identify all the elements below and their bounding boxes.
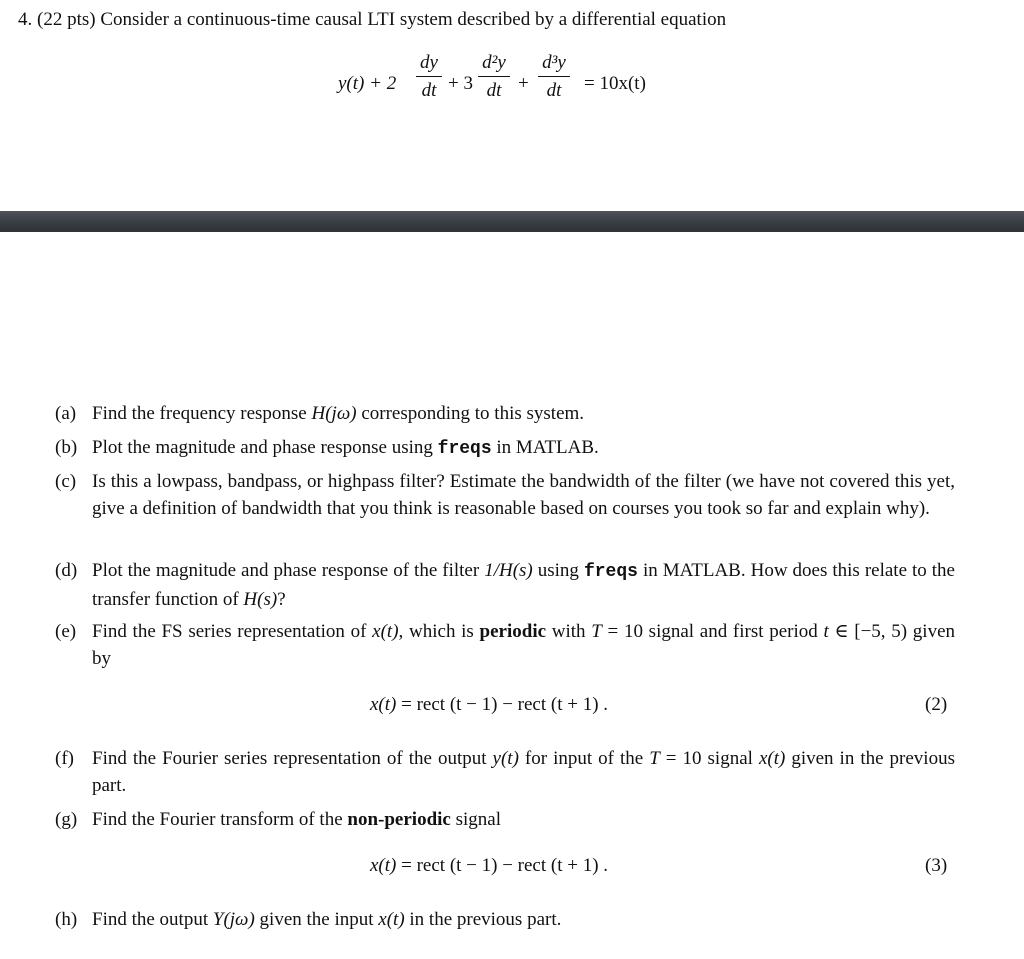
bold-non-periodic: non-periodic [347, 809, 451, 830]
equation-2 [370, 694, 608, 716]
question-header [18, 9, 1008, 31]
part-label: (f) [55, 748, 74, 769]
fraction-d3y-dt [538, 52, 570, 102]
part-text: given by [92, 621, 956, 669]
part-text: in the previous part. [404, 909, 562, 930]
math-x-t: x(t) [758, 748, 786, 769]
math-H-jw: H(jω) [311, 403, 357, 424]
frac2-denominator: dt [486, 80, 502, 101]
math-x-t: x(t) [378, 909, 405, 930]
eq-plus: + [518, 73, 529, 94]
math-inverse-H: 1/H(s) [484, 560, 533, 581]
frac3-numerator: d³y [542, 52, 566, 73]
math-y-t: y(t) [492, 748, 519, 769]
math-T: T [649, 748, 660, 769]
part-f [55, 745, 955, 799]
part-label: (e) [55, 621, 77, 642]
part-text: in MATLAB. How does this relate to the transfer function of [92, 560, 955, 610]
math-Y-jw: Y(jω) [212, 909, 255, 930]
fraction-d2y-dt [478, 52, 510, 102]
part-b [55, 434, 955, 463]
question-points: (22 pts) [37, 9, 96, 30]
eq2-lhs: x(t) [370, 694, 397, 715]
part-text: signal [450, 809, 501, 830]
part-text: corresponding to this system. [356, 403, 585, 424]
part-text: using [532, 560, 584, 581]
part-text: = 10 signal [659, 748, 759, 769]
frac1-denominator: dt [421, 80, 437, 101]
code-freqs: freqs [437, 439, 492, 459]
part-text: given the input [254, 909, 379, 930]
part-g [55, 806, 955, 833]
frac2-numerator: d²y [482, 52, 506, 73]
part-text: Plot the magnitude and phase response of the filter [92, 560, 485, 581]
eq3-lhs: x(t) [370, 855, 397, 876]
part-text: Find the output [92, 909, 213, 930]
part-text: Plot the magnitude and phase response using [92, 437, 438, 458]
part-d [55, 557, 955, 613]
part-label: (a) [55, 403, 77, 424]
eq2-rhs: = rect (t − 1) − rect (t + 1) . [396, 694, 609, 715]
differential-equation [338, 52, 698, 118]
part-label: (g) [55, 809, 78, 830]
part-h [55, 906, 955, 933]
frac1-numerator: dy [420, 52, 438, 73]
part-text: for input of the [518, 748, 650, 769]
part-label: (d) [55, 560, 78, 581]
part-text: Find the frequency response [92, 403, 312, 424]
divider-bar [0, 211, 1024, 232]
part-a [55, 400, 955, 427]
part-text: Find the Fourier series representation of the output [92, 748, 493, 769]
eq-plus-3: + 3 [448, 73, 473, 94]
fraction-dy-dt [416, 52, 442, 102]
math-interval: ∈ [−5, 5) [828, 621, 908, 642]
question-text: Consider a continuous-time causal LTI system described by a differential equation [100, 9, 727, 30]
part-text: given in the previous part. [92, 748, 955, 796]
part-text: in MATLAB. [491, 437, 599, 458]
part-text: = 10 signal and first period [601, 621, 824, 642]
part-label: (c) [55, 471, 77, 492]
bold-periodic: periodic [479, 621, 547, 642]
part-label: (b) [55, 437, 78, 458]
math-H-s: H(s) [243, 589, 278, 610]
part-label: (h) [55, 909, 78, 930]
part-text: Find the Fourier transform of the [92, 809, 348, 830]
question-number: 4. [18, 9, 33, 30]
equation-3 [370, 855, 608, 877]
frac3-denominator: dt [546, 80, 562, 101]
part-e [55, 618, 955, 672]
eq-rhs: = 10x(t) [584, 73, 646, 94]
equation-number-3: (3) [925, 855, 948, 876]
part-text: , which is [398, 621, 480, 642]
math-t: t [823, 621, 829, 642]
math-T: T [591, 621, 602, 642]
code-freqs: freqs [583, 562, 638, 582]
eq-lhs-start: y(t) + 2 [338, 73, 397, 94]
equation-number-2: (2) [925, 694, 948, 715]
part-text: ? [277, 589, 286, 610]
math-x-t: x(t) [372, 621, 399, 642]
part-c [55, 468, 955, 522]
part-text: Is this a lowpass, bandpass, or highpass filter? Estimate the bandwidth of the filter (we have not covered this yet, give a definition of bandwidth that you think is reasonable based on courses you took so far and explain why). [92, 471, 955, 519]
eq3-rhs: = rect (t − 1) − rect (t + 1) . [396, 855, 609, 876]
part-text: Find the FS series representation of [92, 621, 373, 642]
part-text: with [546, 621, 592, 642]
